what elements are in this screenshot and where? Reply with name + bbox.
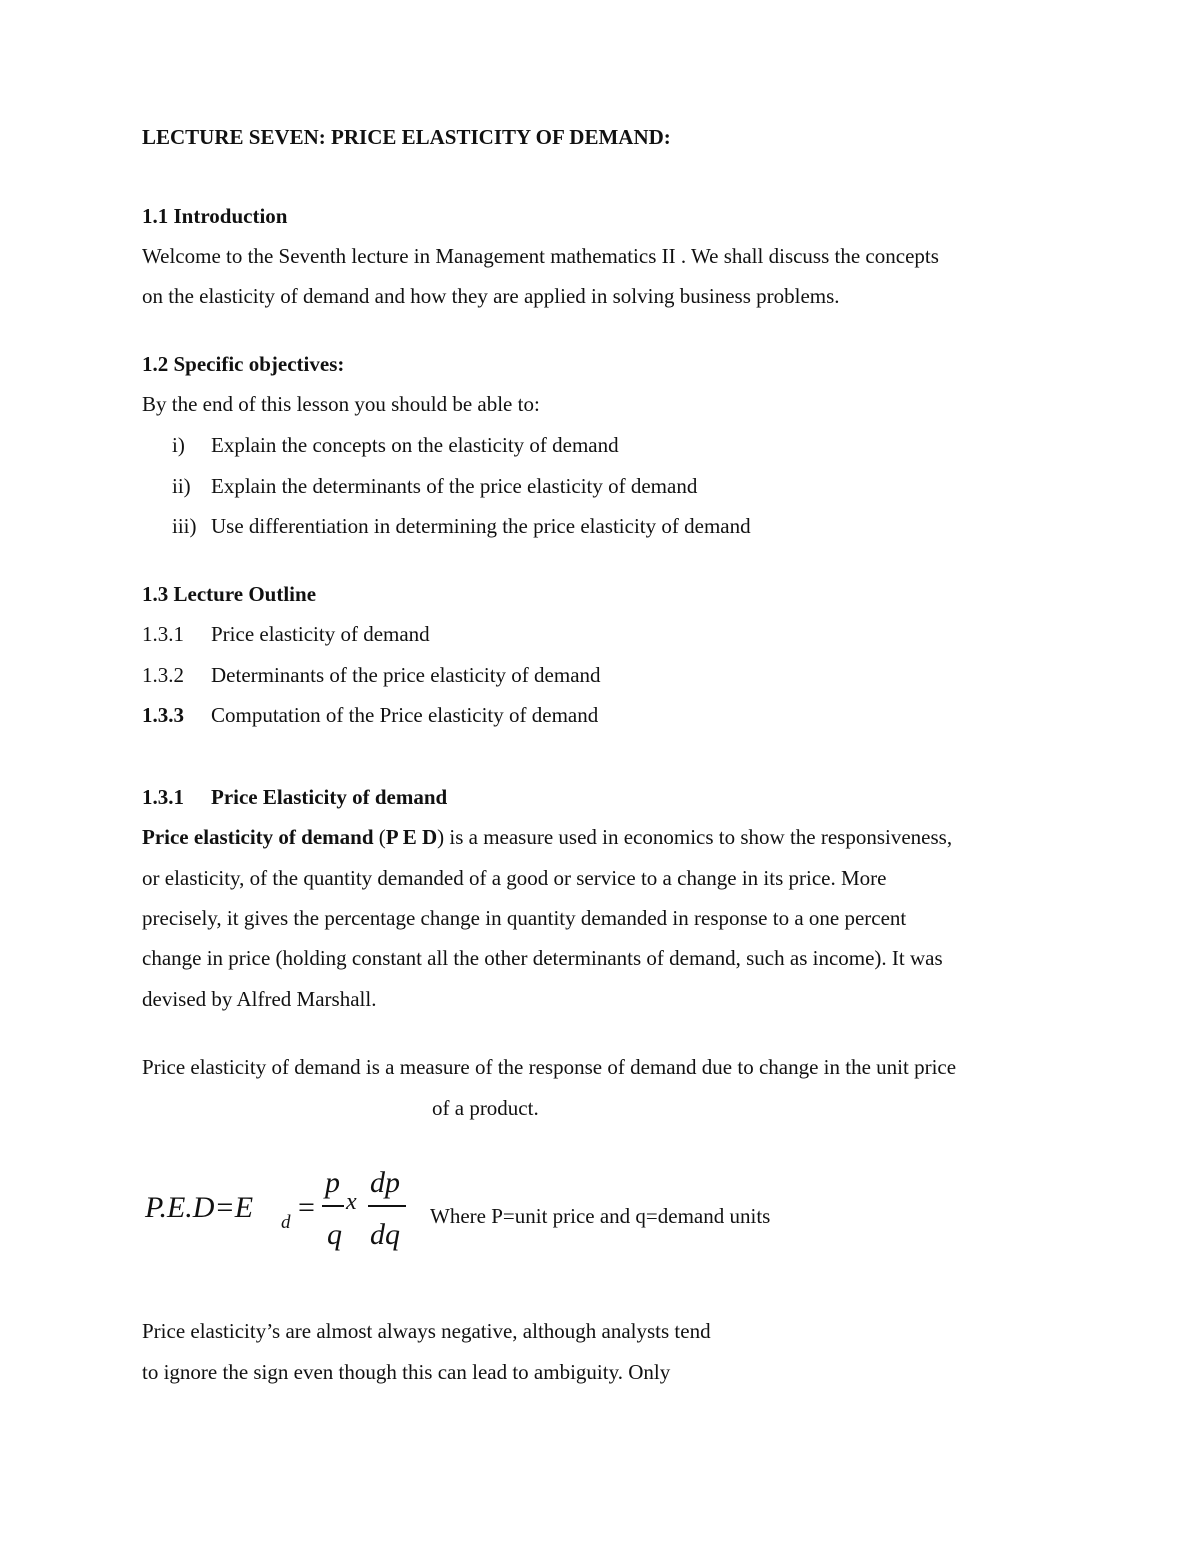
objective-marker: i) (172, 433, 185, 457)
outline-item (142, 705, 598, 726)
formula-times: x (346, 1189, 357, 1215)
formula-num-p: p (325, 1166, 340, 1199)
formula-den-dq: dq (370, 1218, 400, 1251)
definition-line-1 (142, 827, 952, 848)
outline-text: Price elasticity of demand (211, 622, 430, 646)
formula-lhs: P.E.D=E (145, 1191, 254, 1224)
measure-line-2: of a product. (432, 1096, 539, 1120)
outline-number: 1.3.2 (142, 663, 184, 687)
objectives-heading: 1.2 Specific objectives: (142, 352, 345, 376)
formula-num-dp: dp (370, 1166, 400, 1199)
fraction-bar (322, 1205, 344, 1207)
ped-formula (145, 1160, 445, 1270)
lecture-title: LECTURE SEVEN: PRICE ELASTICITY OF DEMAND: (142, 125, 671, 149)
formula-den-q: q (327, 1218, 342, 1251)
formula-subscript: d (281, 1212, 291, 1233)
definition-rest: ) is a measure used in economics to show the responsiveness, (437, 825, 953, 849)
outline-number: 1.3.1 (142, 622, 184, 646)
fraction-bar (368, 1205, 406, 1207)
objective-item (172, 435, 619, 456)
definition-term: Price elasticity of demand (142, 825, 374, 849)
definition-abbr: P E D (385, 825, 438, 849)
outline-number: 1.3.3 (142, 703, 184, 727)
measure-line-1: Price elasticity of demand is a measure of the response of demand due to change in the unit price (142, 1055, 957, 1079)
objective-text: Explain the concepts on the elasticity of demand (211, 433, 619, 457)
formula-equals: = (298, 1191, 315, 1224)
definition-line-2: or elasticity, of the quantity demanded of a good or service to a change in its price. More (142, 866, 887, 890)
sign-line-2: to ignore the sign even though this can lead to ambiguity. Only (142, 1360, 671, 1384)
outline-text: Determinants of the price elasticity of demand (211, 663, 601, 687)
intro-line-1: Welcome to the Seventh lecture in Management mathematics II . We shall discuss the concepts (142, 244, 939, 268)
outline-item (142, 624, 430, 645)
objective-marker: iii) (172, 514, 197, 538)
outline-item (142, 665, 601, 686)
objective-item (172, 476, 697, 497)
formula-note: Where P=unit price and q=demand units (430, 1204, 771, 1228)
definition-line-5: devised by Alfred Marshall. (142, 987, 377, 1011)
objective-text: Explain the determinants of the price elasticity of demand (211, 474, 698, 498)
definition-line-3: precisely, it gives the percentage change in quantity demanded in response to a one percent (142, 906, 907, 930)
objectives-lead: By the end of this lesson you should be able to: (142, 392, 540, 416)
sign-line-1: Price elasticity’s are almost always negative, although analysts tend (142, 1319, 711, 1343)
intro-heading: 1.1 Introduction (142, 204, 288, 228)
outline-text: Computation of the Price elasticity of demand (211, 703, 599, 727)
paren-open: ( (373, 825, 386, 849)
objective-item (172, 516, 751, 537)
intro-line-2: on the elasticity of demand and how they are applied in solving business problems. (142, 284, 840, 308)
definition-line-4: change in price (holding constant all the other determinants of demand, such as income). It was (142, 946, 943, 970)
section-title: Price Elasticity of demand (211, 785, 448, 809)
section-heading (142, 787, 447, 808)
section-number: 1.3.1 (142, 785, 184, 809)
outline-heading: 1.3 Lecture Outline (142, 582, 317, 606)
objective-text: Use differentiation in determining the price elasticity of demand (211, 514, 751, 538)
objective-marker: ii) (172, 474, 191, 498)
